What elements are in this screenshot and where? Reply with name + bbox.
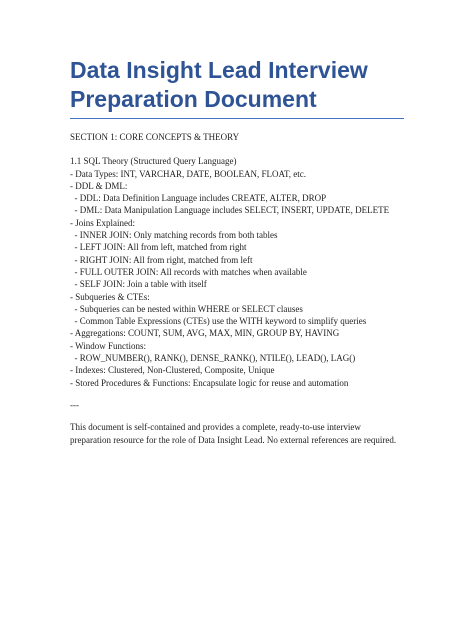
content-line: - Subqueries can be nested within WHERE or SELECT clauses — [70, 303, 303, 314]
content-line: - DDL & DML: — [70, 180, 128, 191]
content-line: - Joins Explained: — [70, 217, 135, 228]
content-line: - FULL OUTER JOIN: All records with matches when available — [70, 266, 307, 277]
content-line: - Window Functions: — [70, 340, 146, 351]
content-line: - Subqueries & CTEs: — [70, 291, 150, 302]
closing-paragraph — [70, 421, 404, 446]
closing-line: This document is self-contained and provides a complete, ready-to-use interview — [70, 422, 361, 433]
content-line: - INNER JOIN: Only matching records from both tables — [70, 230, 278, 241]
content-line: - Stored Procedures & Functions: Encapsulate logic for reuse and automation — [70, 377, 349, 388]
content-line: - LEFT JOIN: All from left, matched from right — [70, 242, 247, 253]
content-line: - DML: Data Manipulation Language includes SELECT, INSERT, UPDATE, DELETE — [70, 205, 390, 216]
content-line: - Aggregations: COUNT, SUM, AVG, MAX, MIN, GROUP BY, HAVING — [70, 328, 340, 339]
content-line: - Indexes: Clustered, Non-Clustered, Composite, Unique — [70, 365, 275, 376]
document-title: Data Insight Lead Interview Preparation Document — [70, 56, 404, 119]
closing-line: preparation resource for the role of Data Insight Lead. No external references are required. — [70, 434, 397, 445]
content-line: - ROW_NUMBER(), RANK(), DENSE_RANK(), NTILE(), LEAD(), LAG() — [70, 353, 356, 364]
content-lines — [70, 168, 404, 389]
content-line: - DDL: Data Definition Language includes CREATE, ALTER, DROP — [70, 193, 327, 204]
subsection-heading: 1.1 SQL Theory (Structured Query Language) — [70, 156, 237, 167]
section-heading: SECTION 1: CORE CONCEPTS & THEORY — [70, 132, 240, 142]
content-line: - RIGHT JOIN: All from right, matched from left — [70, 254, 253, 265]
content-line: - Data Types: INT, VARCHAR, DATE, BOOLEAN, FLOAT, etc. — [70, 168, 307, 179]
content-line: - Common Table Expressions (CTEs) use the WITH keyword to simplify queries — [70, 316, 367, 327]
content-line: - SELF JOIN: Join a table with itself — [70, 279, 207, 290]
separator: --- — [70, 399, 79, 410]
